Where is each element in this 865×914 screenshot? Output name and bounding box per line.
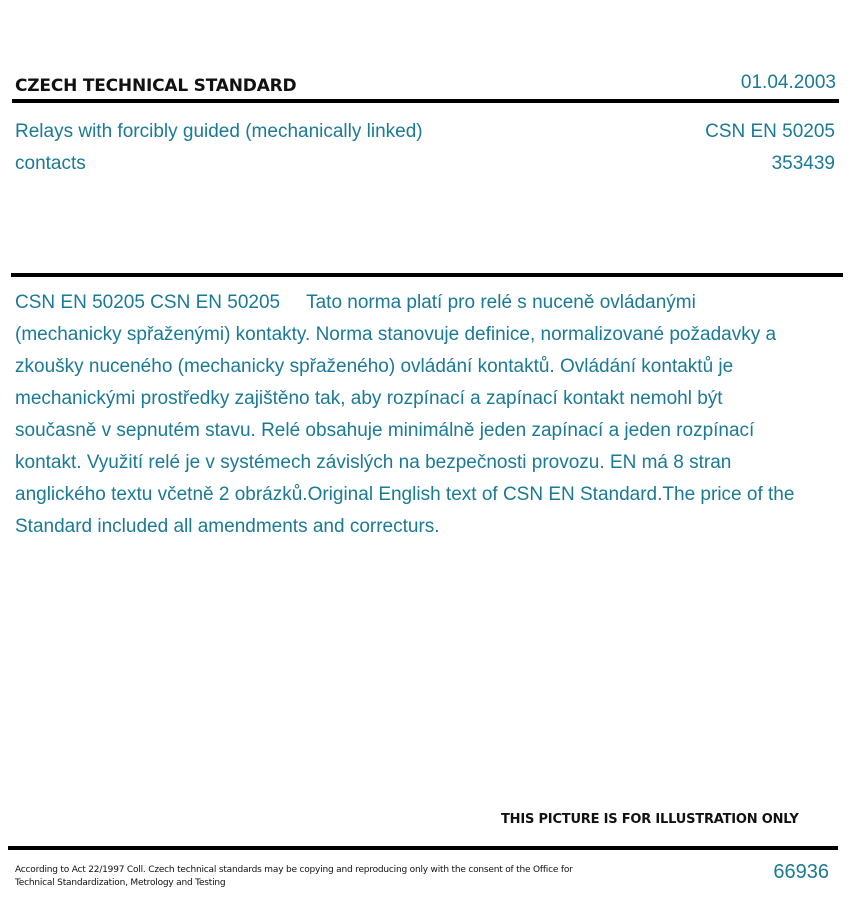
middle-divider bbox=[11, 273, 843, 277]
illustration-notice: THIS PICTURE IS FOR ILLUSTRATION ONLY bbox=[501, 812, 799, 827]
publication-date: 01.04.2003 bbox=[740, 72, 836, 93]
legal-footer: According to Act 22/1997 Coll. Czech technical standards may be copying and reproducing only with the consent of the Office for Technical Standardization, Metrology and Testing bbox=[15, 865, 573, 888]
standard-code: CSN EN 50205 bbox=[705, 121, 835, 142]
description-text: Tato norma platí pro relé s nuceně ovládanými (mechanicky spřaženými) kontakty. Norma stanovuje definice, normalizované požadavky a zkoušky nuceného (mechanicky spřaženého) ovládání kontaktů. Ovládání kontaktů je mechanickými prostředky zajištěno tak, aby rozpínací a zapínací kontakt nemohl být současně v sepnutém stavu. Relé obsahuje minimálně jeden zapínací a jeden rozpínací kontakt. Využití relé je v systémech závislých na bezpečnosti provozu. EN má 8 stran anglického textu včetně 2 obrázků.Original English text of CSN EN Standard.The price of the Standard included all amendments and correcturs. bbox=[15, 292, 795, 537]
standard-description bbox=[15, 287, 805, 543]
standard-codes bbox=[705, 116, 835, 180]
standard-title: Relays with forcibly guided (mechanically linked) contacts bbox=[15, 121, 423, 174]
document-type-heading: CZECH TECHNICAL STANDARD bbox=[15, 76, 297, 96]
bottom-divider bbox=[8, 846, 838, 850]
class-number: 353439 bbox=[771, 153, 835, 174]
document-number: 66936 bbox=[773, 861, 829, 883]
description-codes: CSN EN 50205 CSN EN 50205 bbox=[15, 292, 281, 313]
top-divider bbox=[12, 99, 839, 103]
